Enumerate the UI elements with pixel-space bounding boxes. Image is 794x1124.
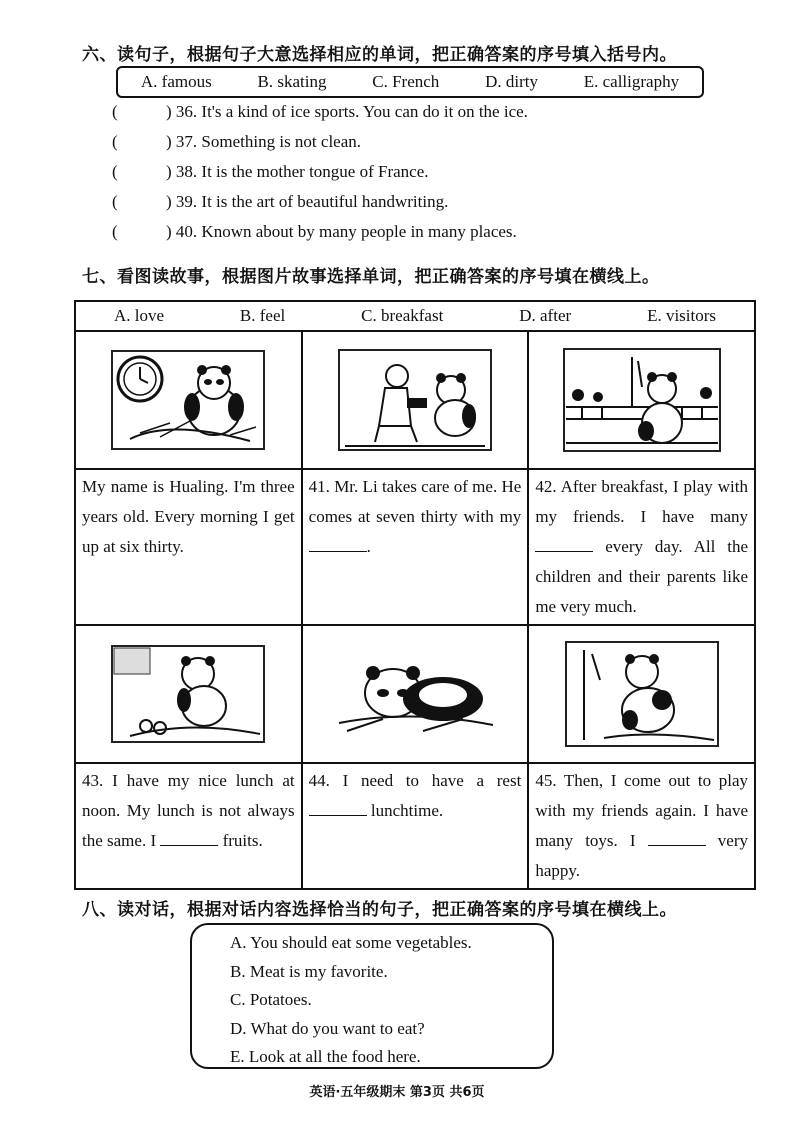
question-38: ( ) 38. It is the mother tongue of France. <box>112 162 429 181</box>
question-36: ( ) 36. It's a kind of ice sports. You can do it on the ice. <box>112 102 528 121</box>
panda-lunch-icon <box>110 644 266 744</box>
section-6-title: 六、读句子，根据句子大意选择相应的单词，把正确答案的序号填入括号内。 <box>82 45 677 65</box>
sentence-option-c: C. Potatoes. <box>230 990 312 1009</box>
option-d: D. dirty <box>485 72 538 91</box>
word-e: E. visitors <box>647 306 717 325</box>
story-text-41: 41. Mr. Li takes care of me. He comes at seven thirty with my . <box>302 469 529 625</box>
word-c: C. breakfast <box>361 306 444 325</box>
option-b: B. skating <box>257 72 327 91</box>
picture-lunch <box>75 625 302 763</box>
story-text-42: 42. After breakfast, I play with my friends. I have many every day. All the children and their parents like me very much. <box>528 469 755 625</box>
sentence-option-a: A. You should eat some vegetables. <box>230 933 472 952</box>
question-39: ( ) 39. It is the art of beautiful handwriting. <box>112 192 449 211</box>
sentence-option-e: E. Look at all the food here. <box>230 1047 421 1066</box>
question-40: ( ) 40. Known about by many people in many places. <box>112 222 517 241</box>
answer-paren-37[interactable]: ( <box>112 132 118 151</box>
sentence-option-d: D. What do you want to eat? <box>230 1018 425 1038</box>
picture-story-table <box>74 300 756 890</box>
answer-blank-45[interactable] <box>648 830 706 846</box>
story-text-intro: My name is Hualing. I'm three years old. Every morning I get up at six thirty. <box>75 469 302 625</box>
panda-toys-icon <box>564 640 720 748</box>
word-d: D. after <box>519 306 572 325</box>
word-b: B. feel <box>239 306 286 325</box>
section-8-title: 八、读对话，根据对话内容选择恰当的句子，把正确答案的序号填在横线上。 <box>82 900 677 920</box>
option-a: A. famous <box>140 72 212 91</box>
picture-rest <box>302 625 529 763</box>
picture-panda-clock <box>75 331 302 469</box>
answer-blank-43[interactable] <box>160 830 218 846</box>
panda-visitors-icon <box>562 347 722 453</box>
answer-paren-36[interactable]: ( <box>112 102 118 121</box>
answer-blank-44[interactable] <box>309 800 367 816</box>
panda-clock-icon <box>110 349 266 451</box>
word-options-box <box>116 66 704 98</box>
section-7-title: 七、看图读故事，根据图片故事选择单词，把正确答案的序号填在横线上。 <box>82 267 660 287</box>
story-text-45: 45. Then, I come out to play with my friends again. I have many toys. I very happy. <box>528 763 755 889</box>
story-text-43: 43. I have my nice lunch at noon. My lunch is not always the same. I fruits. <box>75 763 302 889</box>
story-text-44: 44. I need to have a rest lunchtime. <box>302 763 529 889</box>
picture-visitors <box>528 331 755 469</box>
option-e: E. calligraphy <box>583 72 680 91</box>
sentence-option-b: B. Meat is my favorite. <box>230 961 388 981</box>
option-c: C. French <box>372 72 440 91</box>
answer-paren-38[interactable]: ( <box>112 162 118 181</box>
word-a: A. love <box>113 306 164 325</box>
answer-blank-41[interactable] <box>309 536 367 552</box>
word-bank-row <box>75 301 755 331</box>
answer-paren-39[interactable]: ( <box>112 192 118 211</box>
question-37: ( ) 37. Something is not clean. <box>112 132 362 151</box>
panda-sleeping-icon <box>333 649 497 739</box>
sentence-options-box <box>190 923 554 1069</box>
page-footer: 英语·五年级期末 第3页 共6页 <box>309 1085 485 1100</box>
picture-keeper-feeding <box>302 331 529 469</box>
answer-paren-40[interactable]: ( <box>112 222 118 241</box>
picture-toys <box>528 625 755 763</box>
answer-blank-42[interactable] <box>535 536 593 552</box>
keeper-panda-icon <box>335 346 495 454</box>
